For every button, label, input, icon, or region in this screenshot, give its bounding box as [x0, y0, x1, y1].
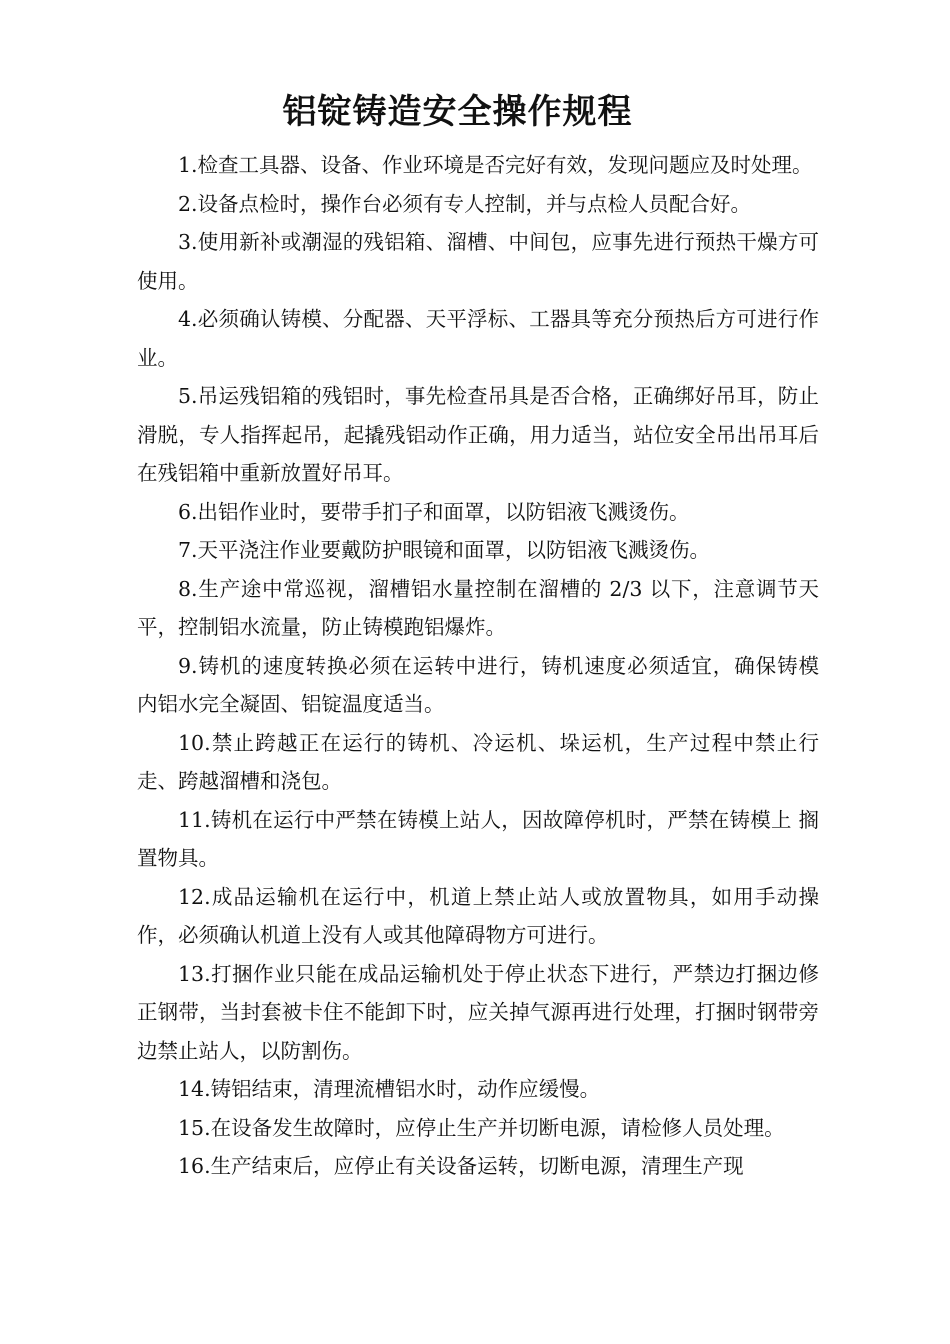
document-body	[137, 146, 826, 1186]
paragraph-1: 1.检查工具器、设备、作业环境是否完好有效，发现问题应及时处理。	[178, 153, 813, 177]
paragraph-15: 15.在设备发生故障时，应停止生产并切断电源，请检修人员处理。	[178, 1115, 785, 1140]
paragraph-14: 14.铸铝结束，清理流槽铝水时，动作应缓慢。	[178, 1077, 601, 1101]
paragraph-10: 10.禁止跨越正在运行的铸机、冷运机、垛运机，生产过程中禁止行走、跨越溜槽和浇包。	[137, 730, 819, 793]
paragraph-8: 8.生产途中常巡视，溜槽铝水量控制在溜槽的 2/3 以下，注意调节天 平，控制铝水流量，防止铸模跑铝爆炸。	[137, 576, 826, 639]
paragraph-4: 4.必须确认铸模、分配器、天平浮标、工器具等充分预热后方可进行作业。	[137, 307, 819, 370]
document-title: 铝锭铸造安全操作规程	[282, 92, 633, 132]
paragraph-13: 13.打捆作业只能在成品运输机处于停止状态下进行，严禁边打捆边修正钢带，当封套被卡住不能卸下时，应关掉气源再进行处理，打捆时钢带旁边禁止站人，以防割伤。	[137, 961, 819, 1063]
paragraph-12: 12.成品运输机在运行中，机道上禁止站人或放置物具，如用手动操作，必须确认机道上没有人或其他障碍物方可进行。	[137, 884, 819, 947]
paragraph-7: 7.天平浇注作业要戴防护眼镜和面罩，以防铝液飞溅烫伤。	[178, 538, 711, 562]
paragraph-3: 3.使用新补或潮湿的残铝箱、溜槽、中间包，应事先进行预热干燥方可使用。	[137, 230, 819, 293]
paragraph-6: 6.出铝作业时，要带手扪子和面罩，以防铝液飞溅烫伤。	[178, 499, 690, 524]
paragraph-16: 16.生产结束后，应停止有关设备运转，切断电源，清理生产现	[178, 1154, 744, 1178]
paragraph-2: 2.设备点检时，操作台必须有专人控制，并与点检人员配合好。	[178, 191, 752, 216]
paragraph-11: 11.铸机在运行中严禁在铸模上站人，因故障停机时，严禁在铸模上 搁置物具。	[137, 807, 819, 870]
paragraph-5: 5.吊运残铝箱的残铝时，事先检查吊具是否合格，正确绑好吊耳，防止滑脱，专人指挥起吊，起撬残铝动作正确，用力适当，站位安全吊出吊耳后在残铝箱中重新放置好吊耳。	[137, 384, 819, 485]
paragraph-9: 9.铸机的速度转换必须在运转中进行，铸机速度必须适宜，确保铸模 内铝水完全凝固、铝锭温度适当。	[137, 653, 826, 716]
